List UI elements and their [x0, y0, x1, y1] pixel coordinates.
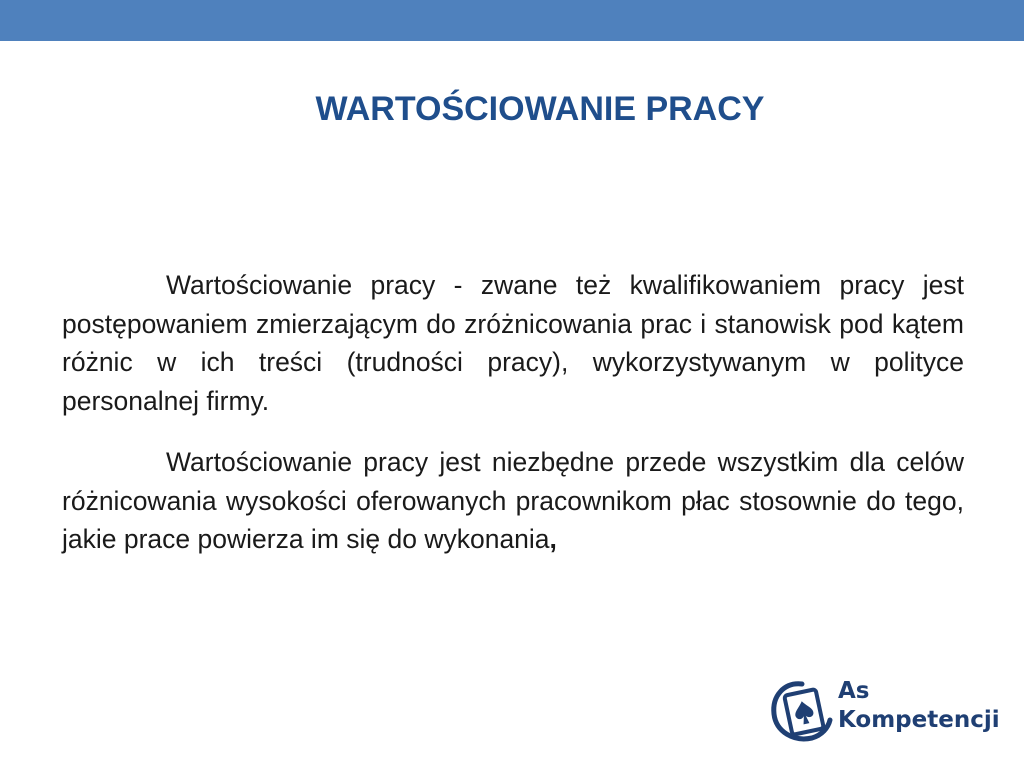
logo-text-as: As	[838, 678, 870, 704]
paragraph-definition: Wartościowanie pracy - zwane też kwalifikowaniem pracy jest postępowaniem zmierzającym do zróżnicowania prac i stanowisk pod kątem różnic w ich treści (trudności pracy), wykorzystywanym w polityce personalnej firmy.	[62, 270, 964, 417]
top-accent-bar	[0, 0, 1024, 41]
slide-body	[62, 266, 964, 559]
trailing-comma: ,	[549, 524, 557, 555]
paragraph-purpose-text: Wartościowanie pracy jest niezbędne przede wszystkim dla celów różnicowania wysokości oferowanych pracownikom płac stosownie do tego, jakie prace powierza im się do wykonania	[62, 446, 964, 555]
spade-card-icon	[768, 672, 834, 746]
as-kompetencji-logo	[768, 672, 998, 746]
paragraph-purpose	[62, 443, 964, 559]
logo-text-kompetencji: Kompetencji	[838, 707, 1000, 733]
slide-title: WARTOŚCIOWANIE PRACY	[315, 90, 765, 128]
